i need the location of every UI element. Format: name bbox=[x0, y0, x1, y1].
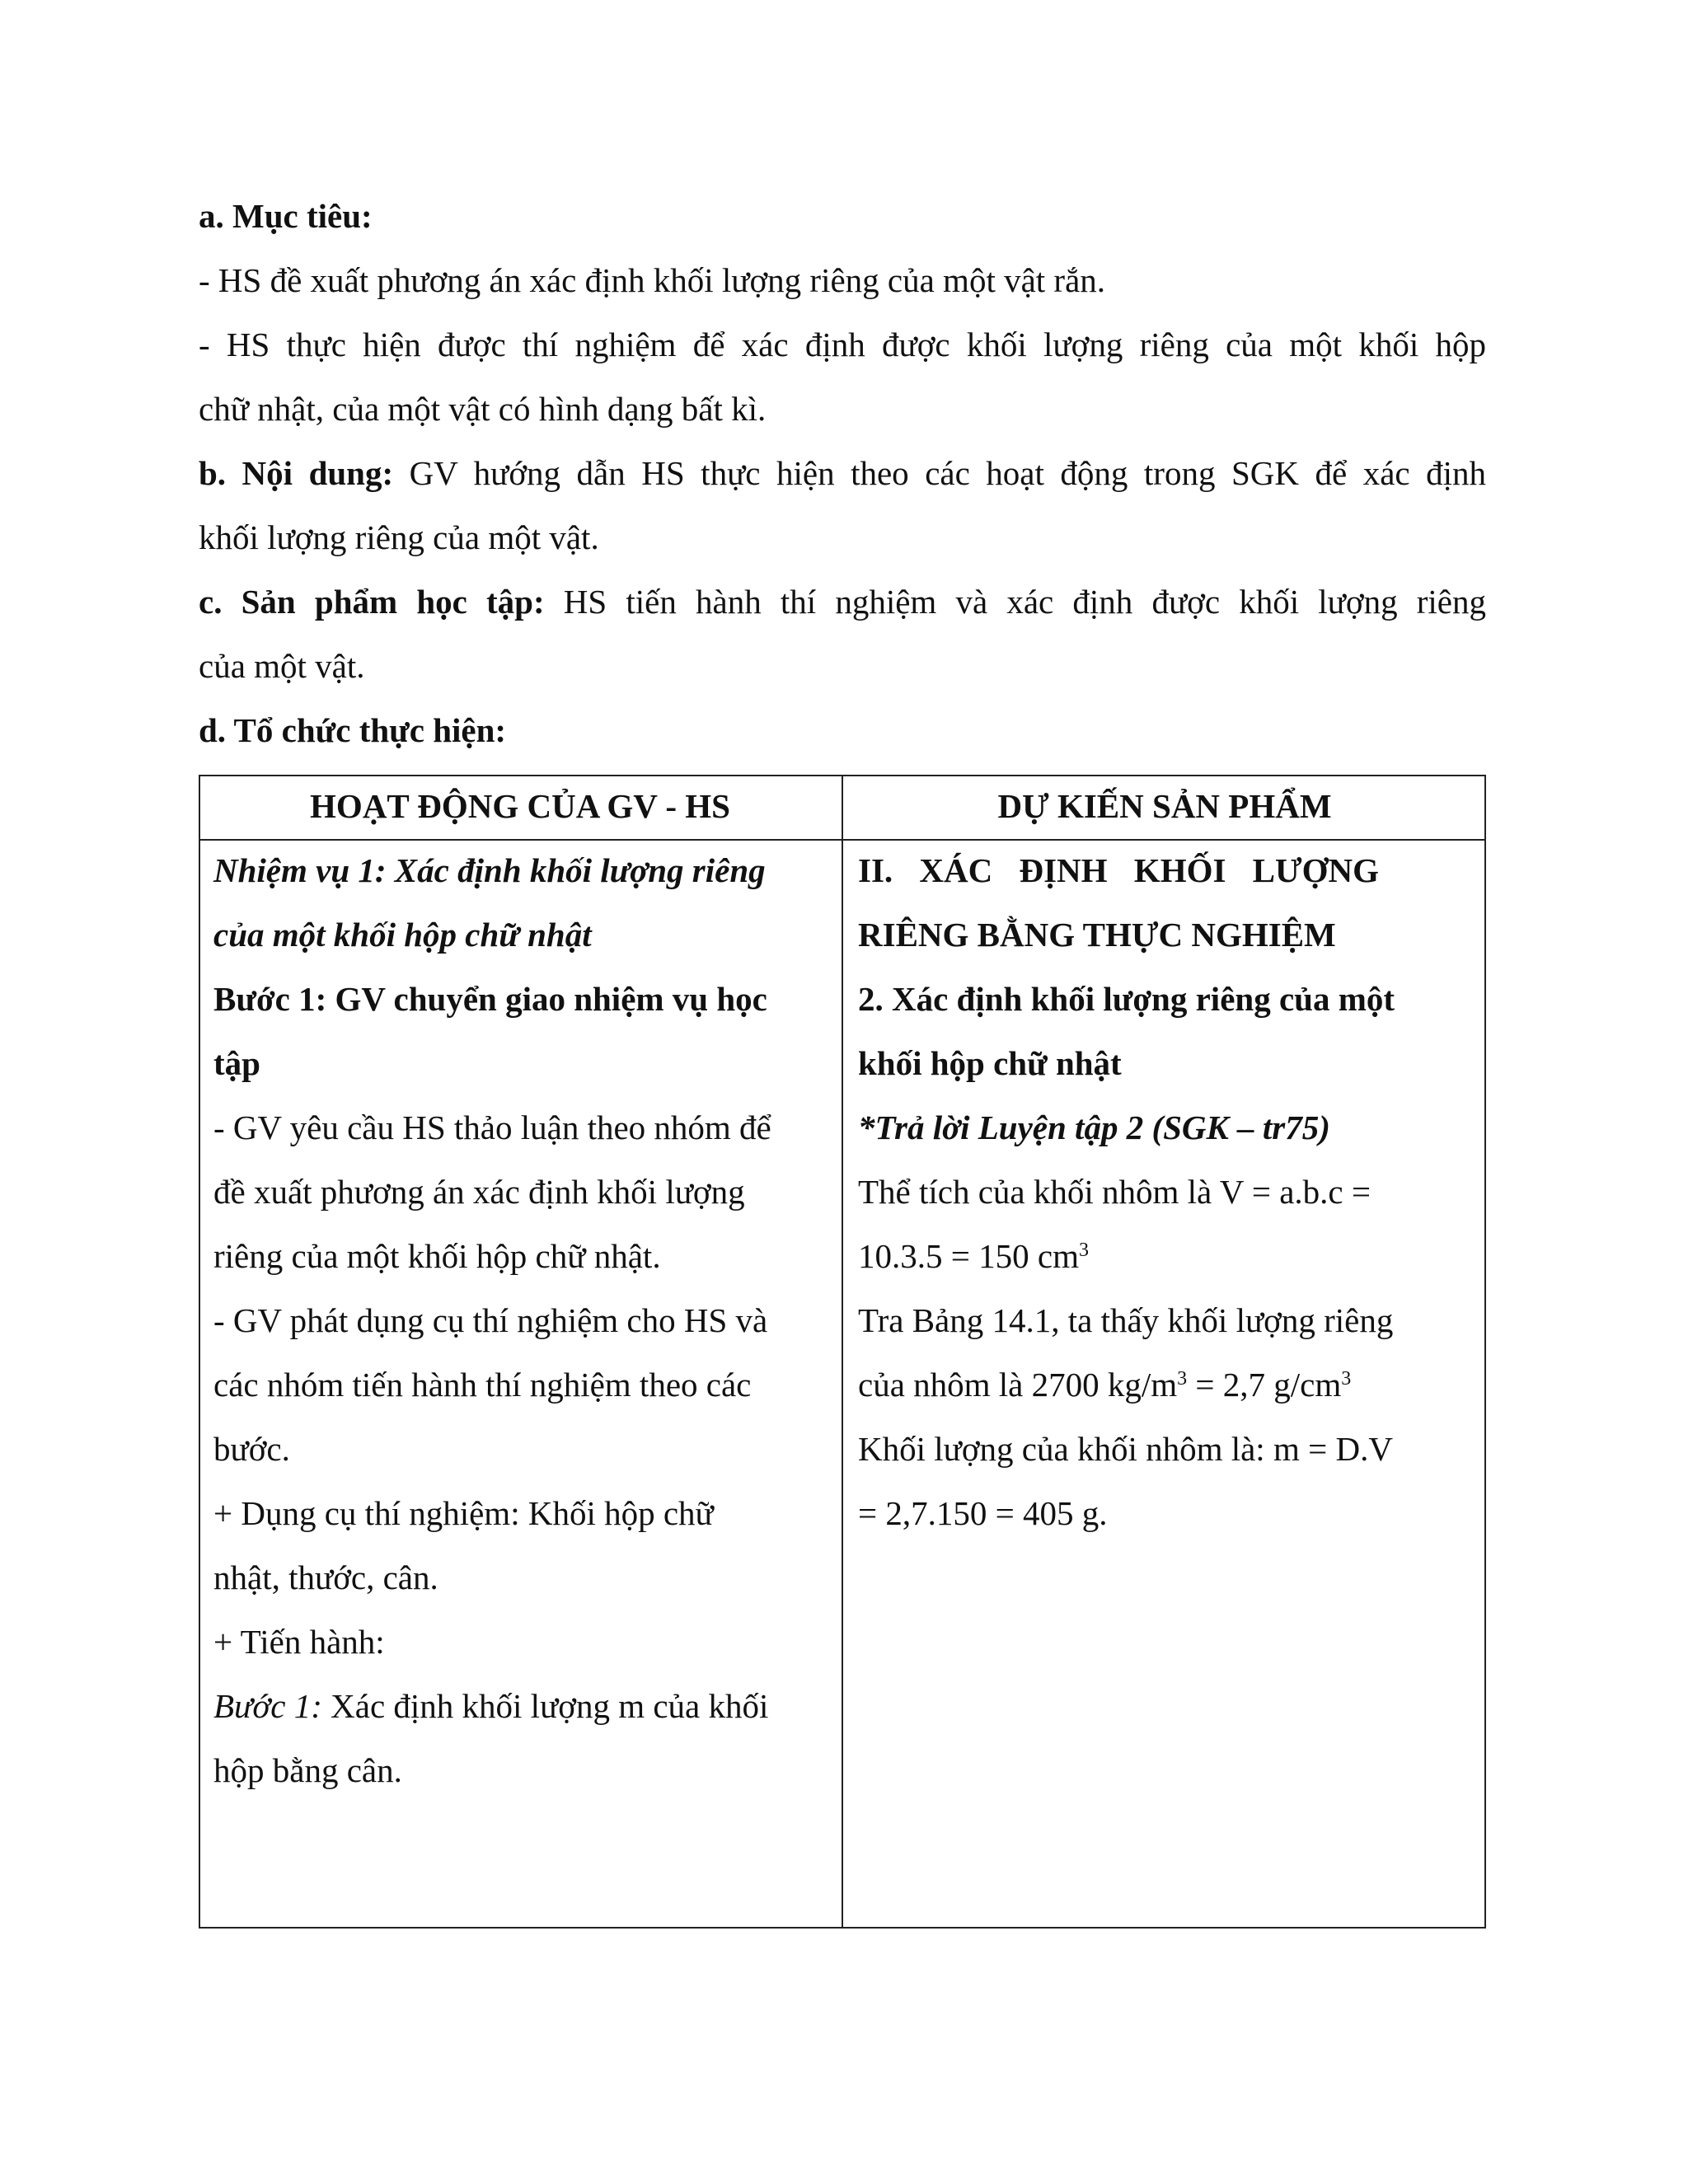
muc-tieu-item-2-line-1: - HS thực hiện được thí nghiệm để xác định được khối lượng riêng của một khối hộp bbox=[199, 326, 1486, 363]
left-p5-line-1: Bước 1: Xác định khối lượng m của khối bbox=[213, 1687, 769, 1725]
answer-title: *Trả lời Luyện tập 2 (SGK – tr75) bbox=[858, 1108, 1330, 1146]
left-p2-line-2: các nhóm tiến hành thí nghiệm theo các bbox=[213, 1366, 752, 1404]
section-title-line-1: II. XÁC ĐỊNH KHỐI LƯỢNG bbox=[858, 851, 1380, 889]
right-r3-line-2: = 2,7.150 = 405 g. bbox=[858, 1494, 1108, 1532]
san-pham-line-2: của một vật. bbox=[199, 647, 365, 685]
task-title-line-1: Nhiệm vụ 1: Xác định khối lượng riêng bbox=[213, 851, 766, 889]
header-du-kien: DỰ KIẾN SẢN PHẨM bbox=[997, 787, 1332, 825]
header-gv-hs: HOẠT ĐỘNG CỦA GV - HS bbox=[310, 787, 730, 825]
right-r2-line-1: Tra Bảng 14.1, ta thấy khối lượng riêng bbox=[858, 1301, 1394, 1339]
task-title-line-2: của một khối hộp chữ nhật bbox=[213, 916, 592, 954]
muc-tieu-item-1: - HS đề xuất phương án xác định khối lượng riêng của một vật rắn. bbox=[199, 261, 1106, 299]
left-p3-line-1: + Dụng cụ thí nghiệm: Khối hộp chữ bbox=[213, 1494, 714, 1532]
noi-dung-line-1: b. Nội dung: GV hướng dẫn HS thực hiện theo các hoạt động trong SGK để xác định bbox=[199, 454, 1486, 492]
to-chuc-heading: d. Tổ chức thực hiện: bbox=[199, 711, 507, 749]
left-p1-line-3: riêng của một khối hộp chữ nhật. bbox=[213, 1237, 661, 1275]
left-p3-line-2: nhật, thước, cân. bbox=[213, 1558, 438, 1596]
left-p5-line-2: hộp bằng cân. bbox=[213, 1751, 402, 1789]
right-r3-line-1: Khối lượng của khối nhôm là: m = D.V bbox=[858, 1430, 1393, 1468]
header-divider bbox=[199, 839, 1486, 841]
right-r2-line-2: của nhôm là 2700 $kg/m^3 = 2,7$ $g/cm^3$ bbox=[858, 1366, 1352, 1404]
step1-title-line-1: Bước 1: GV chuyển giao nhiệm vụ học bbox=[213, 980, 767, 1018]
left-p2-line-1: - GV phát dụng cụ thí nghiệm cho HS và bbox=[213, 1301, 768, 1339]
subsection-line-1: 2. Xác định khối lượng riêng của một bbox=[858, 980, 1395, 1018]
subsection-line-2: khối hộp chữ nhật bbox=[858, 1044, 1122, 1082]
left-p2-line-3: bước. bbox=[213, 1430, 290, 1468]
activity-table bbox=[199, 775, 1486, 1929]
muc-tieu-item-2-line-2: chữ nhật, của một vật có hình dạng bất kì. bbox=[199, 390, 767, 428]
noi-dung-line-2: khối lượng riêng của một vật. bbox=[199, 518, 599, 556]
right-r1-line-1: Thể tích của khối nhôm là V = a.b.c = bbox=[858, 1173, 1372, 1211]
left-p4: + Tiến hành: bbox=[213, 1623, 385, 1661]
step1-title-line-2: tập bbox=[213, 1044, 260, 1082]
section-title-line-2: RIÊNG BẰNG THỰC NGHIỆM bbox=[858, 916, 1336, 954]
left-p1-line-1: - GV yêu cầu HS thảo luận theo nhóm để bbox=[213, 1108, 771, 1146]
column-divider bbox=[842, 775, 843, 1929]
left-p1-line-2: đề xuất phương án xác định khối lượng bbox=[213, 1173, 745, 1211]
san-pham-line-1: c. Sản phẩm học tập: HS tiến hành thí nghiệm và xác định được khối lượng riêng bbox=[199, 583, 1486, 621]
right-r1-line-2: 10.3.5 = 150 $cm^3$ bbox=[858, 1237, 1089, 1275]
muc-tieu-heading: a. Mục tiêu: bbox=[199, 197, 373, 235]
